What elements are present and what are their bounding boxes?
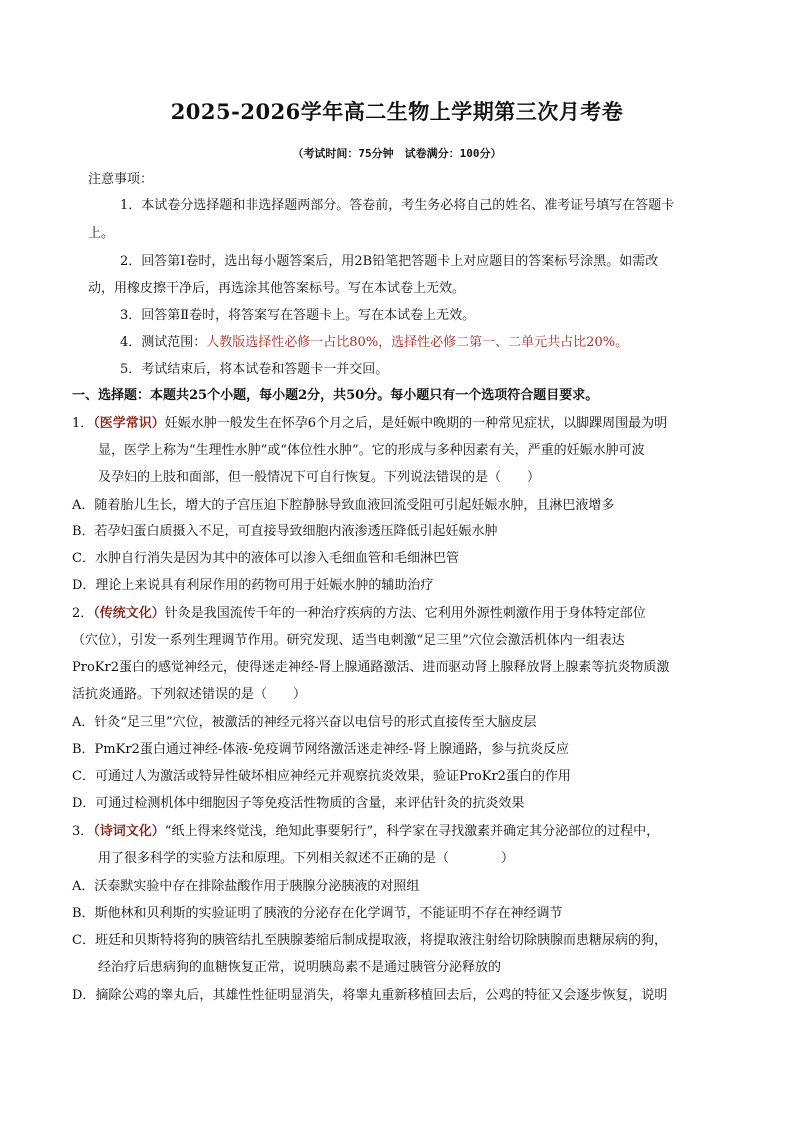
- notice-heading: 注意事项：: [88, 172, 154, 187]
- question-2-option-a: A．针灸“足三里”穴位，被激活的神经元将兴奋以电信号的形式直接传至大脑皮层: [72, 715, 537, 730]
- exam-title: 2025-2026学年高二生物上学期第三次月考卷: [170, 99, 624, 124]
- question-1-option-d: D．理论上来说具有利尿作用的药物可用于妊娠水肿的辅助治疗: [72, 578, 434, 593]
- notice-item-4: [120, 333, 628, 353]
- question-2-line-2: （穴位），引发一系列生理调节作用。研究发现、适当电刺激“足三里”穴位会激活机体内一组表达: [72, 633, 625, 648]
- question-2-option-d: D．可通过检测机体中细胞因子等免疫活性物质的含量，来评估针灸的抗炎效果: [72, 796, 525, 811]
- question-2-option-b: B．PmKr2蛋白通过神经-体液-免疫调节网络激活迷走神经-肾上腺通路，参与抗炎反应: [72, 742, 570, 757]
- notice-item-2-line-1: 2．回答第Ⅰ卷时，选出每小题答案后，用2B铅笔把答题卡上对应题目的答案标号涂黑。如需改: [120, 254, 659, 269]
- question-3-line-2: 用了很多科学的实验方法和原理。下列相关叙述不正确的是（ ）: [98, 851, 515, 866]
- question-3-option-d: D．摘除公鸡的睾丸后，其雄性性征明显消失，将睾丸重新移植回去后，公鸡的特征又会逐步恢复，说明: [72, 988, 668, 1003]
- question-2-line-4: 活抗炎通路。下列叙述错误的是（ ）: [72, 687, 307, 702]
- question-2-option-c: C．可通过人为激活或特异性破坏相应神经元并观察抗炎效果，验证ProKr2蛋白的作用: [72, 769, 571, 784]
- question-1-option-a: A．随着胎儿生长，增大的子宫压迫下腔静脉导致血液回流受阻可引起妊娠水肿，且淋巴液增多: [72, 498, 615, 513]
- question-1-line-3: 及孕妇的上肢和面部，但一般情况下可自行恢复。下列说法错误的是（ ）: [98, 470, 541, 485]
- exam-subtitle: （考试时间：75分钟 试卷满分：100分）: [292, 147, 502, 160]
- question-3-number: 3．: [72, 824, 94, 839]
- notice-item-4-prefix: 4．测试范围：: [120, 335, 207, 350]
- question-1-number: 1．: [72, 416, 94, 431]
- notice-item-5: 5．考试结束后，将本试卷和答题卡一并交回。: [120, 362, 389, 377]
- question-3-option-c-line-2: 经治疗后患病狗的血糖恢复正常，说明胰岛素不是通过胰管分泌释放的: [98, 960, 502, 975]
- question-3-option-b: B．斯他林和贝利斯的实验证明了胰液的分泌存在化学调节，不能证明不存在神经调节: [72, 906, 563, 921]
- question-1-text: 妊娠水肿一般发生在怀孕6个月之后，是妊娠中晚期的一种常见症状，以脚踝周围最为明: [164, 416, 668, 431]
- question-2-tag: （传统文化）: [93, 606, 165, 621]
- question-3-option-c-line-1: C．班廷和贝斯特将狗的胰管结扎至胰腺萎缩后制成提取液，将提取液注射给切除胰腺而患糖尿病的狗，: [72, 933, 667, 948]
- question-2-text: 针灸是我国流传千年的一种治疗疾病的方法、它利用外源性刺激作用于身体特定部位: [164, 606, 646, 621]
- question-2-number: 2．: [72, 606, 94, 621]
- question-3-option-a: A．沃泰默实验中存在排除盐酸作用于胰腺分泌胰液的对照组: [72, 879, 420, 894]
- question-1-option-b: B．若孕妇蛋白质摄入不足，可直接导致细胞内液渗透压降低引起妊娠水肿: [72, 524, 498, 539]
- question-1-option-c: C．水肿自行消失是因为其中的液体可以渗入毛细血管和毛细淋巴管: [72, 551, 459, 566]
- section-1-heading: 一、选择题：本题共25个小题，每小题2分，共50分。每小题只有一个选项符合题目要求。: [72, 388, 599, 403]
- notice-item-4-scope: 人教版选择性必修一占比80%，选择性必修二第一、二单元共占比20%。: [206, 335, 629, 350]
- question-2-line-1: [72, 604, 646, 624]
- question-2-line-3: ProKr2蛋白的感觉神经元，使得迷走神经-肾上腺通路激活、进而驱动肾上腺释放肾上腺素等抗炎物质激: [72, 660, 670, 675]
- question-1-tag: （医学常识）: [93, 416, 165, 431]
- question-3-text: “纸上得来终觉浅，绝知此事要躬行”，科学家在寻找激素并确定其分泌部位的过程中，: [164, 824, 660, 839]
- notice-item-2-line-2: 动，用橡皮擦干净后，再选涂其他答案标号。写在本试卷上无效。: [88, 281, 466, 296]
- notice-item-1-line-1: 1．本试卷分选择题和非选择题两部分。答卷前，考生务必将自己的姓名、准考证号填写在答题卡: [120, 198, 675, 213]
- notice-item-3: 3．回答第Ⅱ卷时，将答案写在答题卡上。写在本试卷上无效。: [120, 308, 476, 323]
- notice-item-1-line-2: 上。: [88, 226, 115, 241]
- question-1-line-2: 显，医学上称为“生理性水肿”或“体位性水肿”。它的形成与多种因素有关，严重的妊娠水肿可波: [98, 443, 645, 458]
- question-1-line-1: [72, 414, 667, 434]
- question-3-line-1: [72, 822, 659, 842]
- question-3-tag: （诗词文化）: [93, 824, 165, 839]
